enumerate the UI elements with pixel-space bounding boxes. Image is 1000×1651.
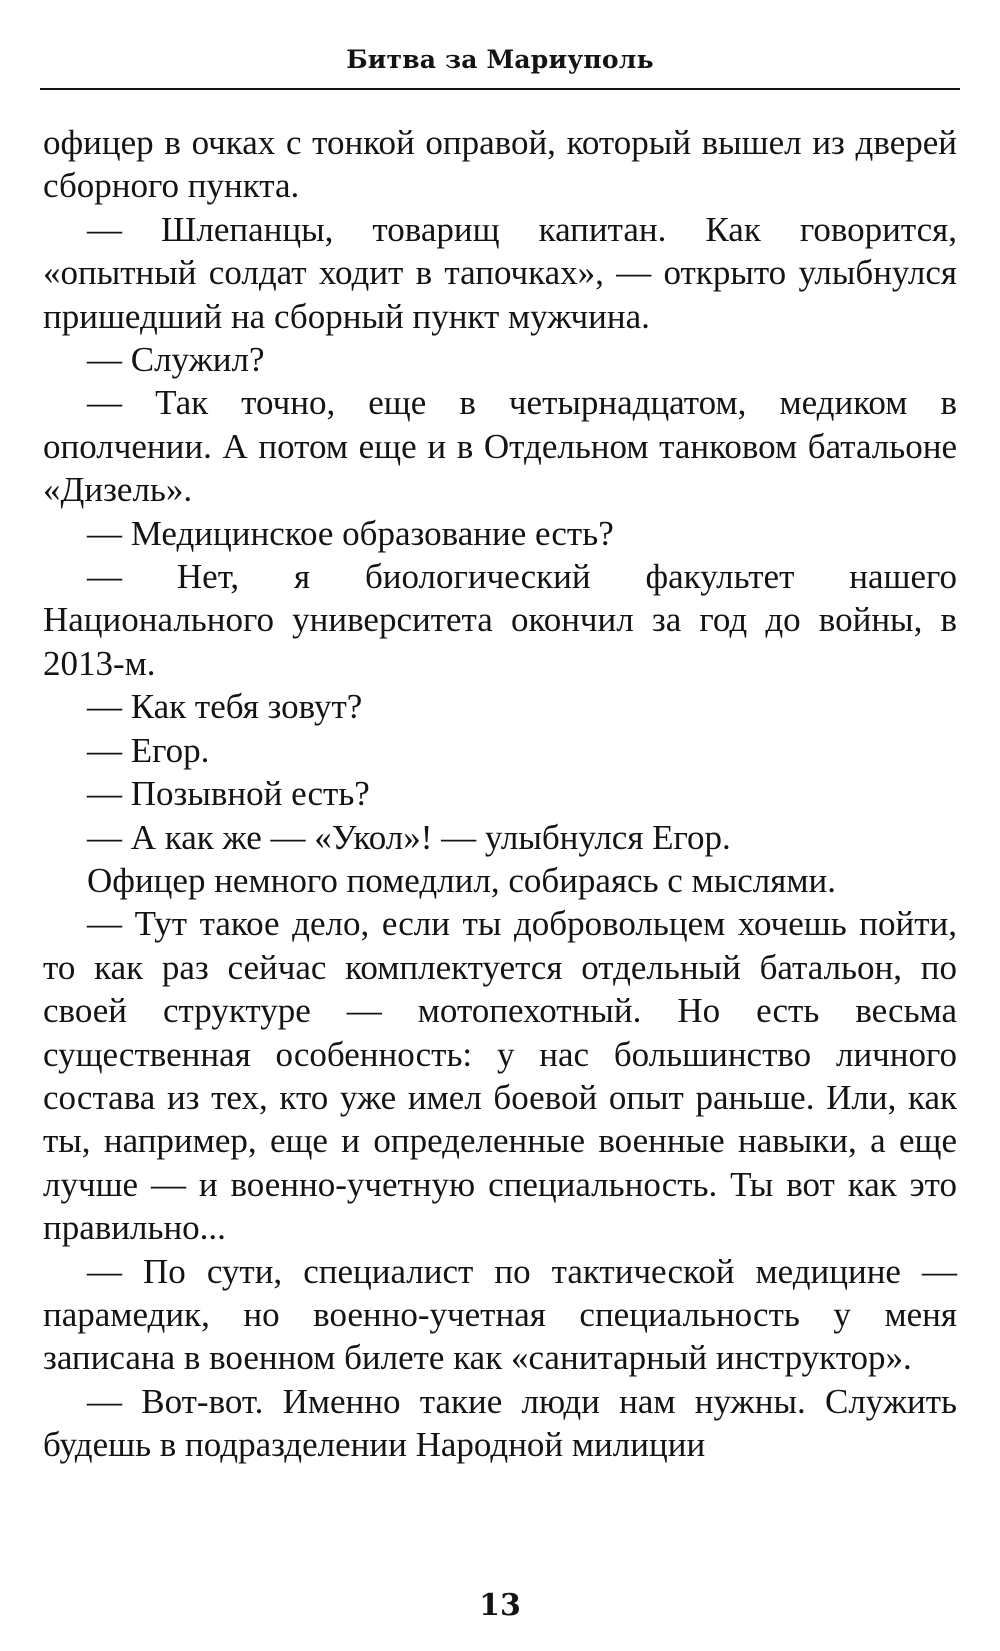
paragraph: — Медицинское образование есть? <box>87 513 614 553</box>
paragraph: — Тут такое дело, если ты добровольцем хочешь пойти, то как раз сейчас комплектуется отдельный батальон, по своей структуре — мотопехотный. Но есть весьма существенная особенность: у нас большинство личного состава из тех, кто уже имел боевой опыт раньше. Или, как ты, например, еще и определенные военные навыки, а еще лучше — и военно-учетную специальность. Ты вот как это правильно... <box>43 904 957 1248</box>
paragraph: — По сути, специалист по тактической медицине — парамедик, но военно-учетная специальность у меня записана в военном билете как «санитарный инструктор». <box>43 1251 957 1378</box>
paragraph: — Как тебя зовут? <box>87 687 363 727</box>
paragraph: — Так точно, еще в четырнадцатом, медиком в ополчении. А потом еще и в Отдельном танковом батальоне «Дизель». <box>43 383 957 510</box>
paragraph: — Вот-вот. Именно такие люди нам нужны. Служить будешь в подразделении Народной милиции <box>43 1381 957 1465</box>
paragraph: офицер в очках с тонкой оправой, который вышел из дверей сборного пункта. <box>43 123 957 206</box>
paragraph: Офицер немного помедлил, собираясь с мыслями. <box>87 860 836 900</box>
paragraph: — А как же — «Укол»! — улыбнулся Егор. <box>87 817 731 857</box>
paragraph: — Служил? <box>87 340 265 380</box>
page-number: 13 <box>479 1588 521 1623</box>
header-rule <box>40 88 960 90</box>
paragraph: — Позывной есть? <box>87 774 370 814</box>
paragraph: — Егор. <box>87 730 210 770</box>
running-title: Битва за Мариуполь <box>346 45 654 74</box>
paragraph: — Нет, я биологический факультет нашего Национального университета окончил за год до войны, в 2013-м. <box>43 557 957 683</box>
body-text <box>43 121 957 1467</box>
paragraph: — Шлепанцы, товарищ капитан. Как говорится, «опытный солдат ходит в тапочках», — открыто улыбнулся пришедший на сборный пункт мужчина. <box>43 209 957 336</box>
